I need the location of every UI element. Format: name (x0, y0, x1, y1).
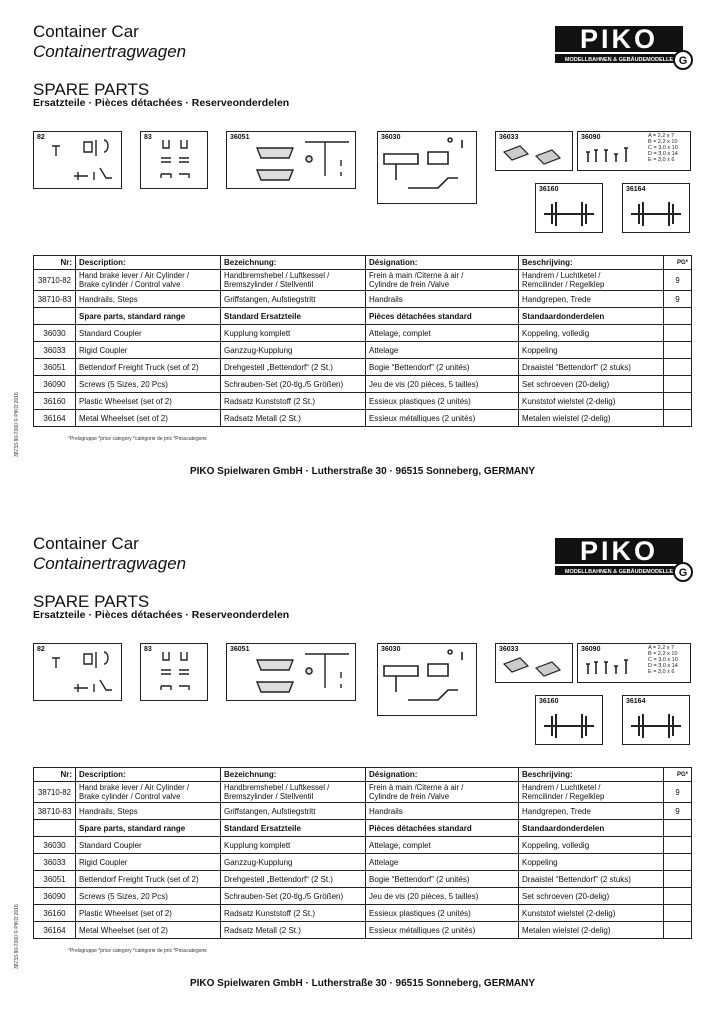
cell-de: Drehgestell „Bettendorf“ (2 St.) (221, 871, 366, 888)
cell-pg (664, 308, 692, 325)
cell-pg (664, 359, 692, 376)
cell-pg (664, 905, 692, 922)
table-row (34, 803, 692, 820)
cell-en: Metal Wheelset (set of 2) (76, 922, 221, 939)
document-code: 38733-90-7000 © PIKO 2016 (14, 904, 20, 969)
metal-wheelset-drawing (623, 184, 689, 232)
rigid-coupler-drawing (496, 132, 572, 170)
cell-de: Radsatz Metall (2 St.) (221, 410, 366, 427)
cell-de: Handbremshebel / Luftkessel / Bremszylinder / Stellventil (221, 782, 366, 803)
cell-en: Plastic Wheelset (set of 2) (76, 905, 221, 922)
cell-en: Bettendorf Freight Truck (set of 2) (76, 359, 221, 376)
screw-size-list: A = 2,2 x 7 B = 2,2 x 10 C = 3,0 x 10 D = 3,0 x 14 E = 3,0 x 6 (648, 133, 678, 163)
cell-en: Rigid Coupler (76, 854, 221, 871)
part-box-36160: 36160 (535, 183, 603, 233)
cell-fr: Frein à main /Citerne à air / Cylindre de frein /Valve (366, 782, 519, 803)
part-box-36033: 36033 (495, 643, 573, 683)
part-box-82: 82 (33, 131, 122, 189)
cell-en: Rigid Coupler (76, 342, 221, 359)
cell-nr: 36160 (34, 905, 76, 922)
hand-brake-drawing (34, 132, 121, 188)
document-code: 38733-90-7000 © PIKO 2016 (14, 392, 20, 457)
cell-de: Griffstangen, Aufstiegstritt (221, 291, 366, 308)
table-row (34, 854, 692, 871)
price-footnote: *Preisgruppe *price category *catégorie de prix *Prisscategorie (68, 948, 207, 954)
cell-nl: Draaistel “Bettendorf” (2 stuks) (519, 871, 664, 888)
page-title-german: Containertragwagen (33, 42, 187, 61)
cell-nl: Koppeling (519, 854, 664, 871)
cell-pg: 9 (664, 270, 692, 291)
cell-nr (34, 820, 76, 837)
spare-parts-subtitle: Ersatzteile · Pièces détachées · Reserveonderdelen (33, 609, 290, 621)
cell-pg (664, 820, 692, 837)
cell-de: Kupplung komplett (221, 837, 366, 854)
cell-nr: 36051 (34, 359, 76, 376)
table-section-row (34, 308, 692, 325)
company-address: PIKO Spielwaren GmbH · Lutherstraße 30 · 96515 Sonneberg, GERMANY (189, 978, 536, 989)
parts-table (33, 767, 692, 939)
plastic-wheelset-drawing (536, 696, 602, 744)
cell-fr: Attelage (366, 854, 519, 871)
spare-parts-heading: SPARE PARTS (33, 80, 150, 99)
cell-nr: 36033 (34, 342, 76, 359)
cell-en: Handrails, Steps (76, 803, 221, 820)
cell-pg: 9 (664, 803, 692, 820)
price-footnote: *Preisgruppe *price category *catégorie de prix *Prisscategorie (68, 436, 207, 442)
cell-pg (664, 393, 692, 410)
cell-pg (664, 871, 692, 888)
cell-nr: 36164 (34, 410, 76, 427)
cell-nl: Kunststof wielstel (2-delig) (519, 393, 664, 410)
cell-fr: Essieux plastiques (2 unités) (366, 393, 519, 410)
cell-en: Spare parts, standard range (76, 308, 221, 325)
table-header-row: Nr: Description: Bezeichnung: Désignation: Beschrijving: PG* (34, 256, 692, 270)
part-box-36160: 36160 (535, 695, 603, 745)
cell-en: Hand brake lever / Air Cylinder / Brake cylinder / Control valve (76, 270, 221, 291)
cell-nr: 38710-82 (34, 270, 76, 291)
bogie-drawing (227, 132, 355, 188)
cell-en: Standard Coupler (76, 837, 221, 854)
part-box-36051: 36051 (226, 643, 356, 701)
cell-de: Kupplung komplett (221, 325, 366, 342)
table-row (34, 376, 692, 393)
cell-nr: 36051 (34, 871, 76, 888)
bogie-drawing (227, 644, 355, 700)
cell-nl: Set schroeven (20-delig) (519, 376, 664, 393)
cell-nr: 38710-83 (34, 803, 76, 820)
gauge-badge: G (678, 567, 688, 579)
cell-pg (664, 376, 692, 393)
cell-pg (664, 837, 692, 854)
cell-fr: Pièces détachées standard (366, 820, 519, 837)
table-row (34, 905, 692, 922)
part-box-83: 83 (140, 131, 208, 189)
cell-fr: Attelage, complet (366, 837, 519, 854)
hand-brake-drawing (34, 644, 121, 700)
logo-text: PIKO (579, 538, 659, 566)
metal-wheelset-drawing (623, 696, 689, 744)
part-box-36090: 36090 A = 2,2 x 7 B = 2,2 x 10 C = 3,0 x 10 D = 3,0 x 14 E = 3,0 x 6 (577, 131, 691, 171)
cell-nl: Set schroeven (20-delig) (519, 888, 664, 905)
cell-en: Metal Wheelset (set of 2) (76, 410, 221, 427)
table-section-row (34, 820, 692, 837)
cell-fr: Bogie “Bettendorf” (2 unités) (366, 871, 519, 888)
cell-en: Screws (5 Sizes, 20 Pcs) (76, 376, 221, 393)
cell-en: Hand brake lever / Air Cylinder / Brake cylinder / Control valve (76, 782, 221, 803)
cell-pg (664, 922, 692, 939)
coupler-drawing (378, 132, 476, 203)
part-box-36030: 36030 (377, 643, 477, 716)
cell-fr: Bogie “Bettendorf” (2 unités) (366, 359, 519, 376)
cell-pg (664, 888, 692, 905)
page-title: Container Car (33, 22, 139, 41)
cell-en: Screws (5 Sizes, 20 Pcs) (76, 888, 221, 905)
part-box-36033: 36033 (495, 131, 573, 171)
cell-en: Standard Coupler (76, 325, 221, 342)
table-row (34, 393, 692, 410)
cell-nl: Handrem / Luchtketel / Remcilinder / Regelklep (519, 270, 664, 291)
cell-de: Drehgestell „Bettendorf“ (2 St.) (221, 359, 366, 376)
cell-nl: Metalen wielstel (2-delig) (519, 922, 664, 939)
cell-nr: 36090 (34, 888, 76, 905)
cell-nl: Koppeling (519, 342, 664, 359)
spare-parts-subtitle: Ersatzteile · Pièces détachées · Reserveonderdelen (33, 97, 290, 109)
cell-pg: 9 (664, 291, 692, 308)
cell-nr: 36160 (34, 393, 76, 410)
cell-pg (664, 342, 692, 359)
cell-nr: 36030 (34, 325, 76, 342)
table-row (34, 888, 692, 905)
company-address: PIKO Spielwaren GmbH · Lutherstraße 30 · 96515 Sonneberg, GERMANY (189, 466, 536, 477)
cell-en: Handrails, Steps (76, 291, 221, 308)
table-row (34, 342, 692, 359)
table-row (34, 922, 692, 939)
logo-tagline: MODELLBAHNEN & GEBÄUDEMODELLE (564, 57, 674, 63)
cell-pg (664, 325, 692, 342)
cell-de: Radsatz Kunststoff (2 St.) (221, 393, 366, 410)
cell-fr: Attelage, complet (366, 325, 519, 342)
piko-logo (555, 538, 695, 604)
cell-nr: 36090 (34, 376, 76, 393)
cell-de: Handbremshebel / Luftkessel / Bremszylinder / Stellventil (221, 270, 366, 291)
cell-nl: Koppeling, volledig (519, 325, 664, 342)
cell-nr (34, 308, 76, 325)
part-box-36051: 36051 (226, 131, 356, 189)
rigid-coupler-drawing (496, 644, 572, 682)
table-row (34, 325, 692, 342)
table-row (34, 270, 692, 291)
cell-de: Griffstangen, Aufstiegstritt (221, 803, 366, 820)
cell-fr: Jeu de vis (20 pièces, 5 tailles) (366, 376, 519, 393)
cell-nl: Metalen wielstel (2-delig) (519, 410, 664, 427)
handrails-drawing (141, 644, 207, 700)
cell-de: Radsatz Kunststoff (2 St.) (221, 905, 366, 922)
table-row (34, 871, 692, 888)
cell-de: Standard Ersatzteile (221, 308, 366, 325)
cell-en: Spare parts, standard range (76, 820, 221, 837)
part-box-83: 83 (140, 643, 208, 701)
cell-fr: Essieux plastiques (2 unités) (366, 905, 519, 922)
cell-fr: Jeu de vis (20 pièces, 5 tailles) (366, 888, 519, 905)
spare-parts-heading: SPARE PARTS (33, 592, 150, 611)
cell-nl: Handrem / Luchtketel / Remcilinder / Regelklep (519, 782, 664, 803)
part-box-36164: 36164 (622, 695, 690, 745)
cell-fr: Handrails (366, 803, 519, 820)
page-title: Container Car (33, 534, 139, 553)
cell-de: Radsatz Metall (2 St.) (221, 922, 366, 939)
plastic-wheelset-drawing (536, 184, 602, 232)
parts-table (33, 255, 692, 427)
cell-fr: Pièces détachées standard (366, 308, 519, 325)
page-title-german: Containertragwagen (33, 554, 187, 573)
table-header-row: Nr: Description: Bezeichnung: Désignation: Beschrijving: PG* (34, 768, 692, 782)
cell-nl: Standaardonderdelen (519, 820, 664, 837)
part-box-36164: 36164 (622, 183, 690, 233)
logo-text: PIKO (579, 26, 659, 54)
cell-nl: Koppeling, volledig (519, 837, 664, 854)
cell-nr: 36033 (34, 854, 76, 871)
cell-pg (664, 410, 692, 427)
coupler-drawing (378, 644, 476, 715)
logo-tagline: MODELLBAHNEN & GEBÄUDEMODELLE (564, 569, 674, 575)
cell-nl: Draaistel “Bettendorf” (2 stuks) (519, 359, 664, 376)
table-row (34, 359, 692, 376)
cell-fr: Essieux métalliques (2 unités) (366, 410, 519, 427)
handrails-drawing (141, 132, 207, 188)
cell-pg: 9 (664, 782, 692, 803)
cell-nl: Kunststof wielstel (2-delig) (519, 905, 664, 922)
cell-fr: Handrails (366, 291, 519, 308)
cell-de: Standard Ersatzteile (221, 820, 366, 837)
cell-de: Ganzzug-Kupplung (221, 342, 366, 359)
cell-fr: Attelage (366, 342, 519, 359)
table-row (34, 782, 692, 803)
table-row (34, 837, 692, 854)
piko-logo (555, 26, 695, 92)
cell-nr: 36164 (34, 922, 76, 939)
gauge-badge: G (678, 55, 688, 67)
cell-pg (664, 854, 692, 871)
table-row (34, 410, 692, 427)
cell-fr: Essieux métalliques (2 unités) (366, 922, 519, 939)
cell-nr: 36030 (34, 837, 76, 854)
cell-de: Schrauben-Set (20-tlg./5 Größen) (221, 376, 366, 393)
screw-size-list: A = 2,2 x 7 B = 2,2 x 10 C = 3,0 x 10 D = 3,0 x 14 E = 3,0 x 6 (648, 645, 678, 675)
spare-parts-sheet (0, 512, 725, 1024)
part-box-36090: 36090 A = 2,2 x 7 B = 2,2 x 10 C = 3,0 x 10 D = 3,0 x 14 E = 3,0 x 6 (577, 643, 691, 683)
cell-nr: 38710-82 (34, 782, 76, 803)
cell-fr: Frein à main /Citerne à air / Cylindre de frein /Valve (366, 270, 519, 291)
cell-nl: Handgrepen, Trede (519, 291, 664, 308)
part-box-82: 82 (33, 643, 122, 701)
cell-nl: Standaardonderdelen (519, 308, 664, 325)
cell-de: Ganzzug-Kupplung (221, 854, 366, 871)
table-row (34, 291, 692, 308)
cell-nl: Handgrepen, Trede (519, 803, 664, 820)
part-box-36030: 36030 (377, 131, 477, 204)
cell-en: Bettendorf Freight Truck (set of 2) (76, 871, 221, 888)
cell-de: Schrauben-Set (20-tlg./5 Größen) (221, 888, 366, 905)
cell-en: Plastic Wheelset (set of 2) (76, 393, 221, 410)
cell-nr: 38710-83 (34, 291, 76, 308)
